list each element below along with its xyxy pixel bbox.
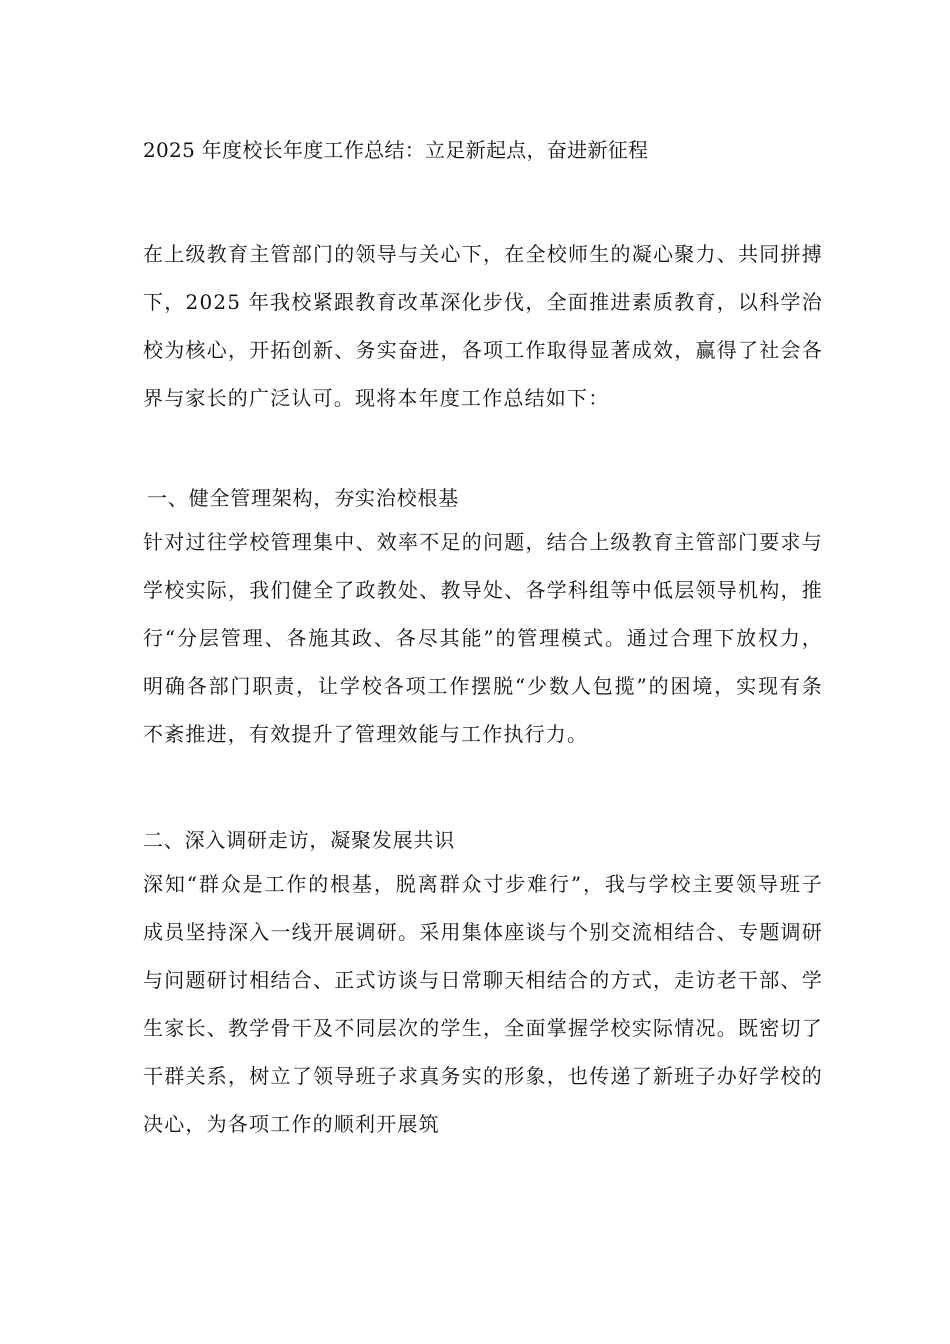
intro-paragraph: 在上级教育主管部门的领导与关心下，在全校师生的凝心聚力、共同拼搏下，2025 年我校紧跟教育改革深化步伐，全面推进素质教育，以科学治校为核心，开拓创新、务实奋进，各项工作取得显著成效，赢得了社会各界与家长的广泛认可。现将本年度工作总结如下：	[143, 242, 823, 410]
section-heading-1: 一、健全管理架构，夯实治校根基	[147, 486, 459, 510]
section-body-1: 针对过往学校管理集中、效率不足的问题，结合上级教育主管部门要求与学校实际，我们健全了政教处、教导处、各学科组等中低层领导机构，推行“分层管理、各施其政、各尽其能”的管理模式。通过合理下放权力，明确各部门职责，让学校各项工作摆脱“少数人包揽”的困境，实现有条不紊推进，有效提升了管理效能与工作执行力。	[143, 530, 823, 746]
section-heading-2: 二、深入调研走访，凝聚发展共识	[143, 828, 455, 852]
section-body-2: 深知“群众是工作的根基，脱离群众寸步难行”，我与学校主要领导班子成员坚持深入一线开展调研。采用集体座谈与个别交流相结合、专题调研与问题研讨相结合、正式访谈与日常聊天相结合的方式，走访老干部、学生家长、教学骨干及不同层次的学生，全面掌握学校实际情况。既密切了干群关系，树立了领导班子求真务实的形象，也传递了新班子办好学校的决心，为各项工作的顺利开展筑	[143, 872, 823, 1136]
document-title: 2025 年度校长年度工作总结：立足新起点，奋进新征程	[143, 138, 649, 162]
document-body	[143, 132, 823, 1148]
